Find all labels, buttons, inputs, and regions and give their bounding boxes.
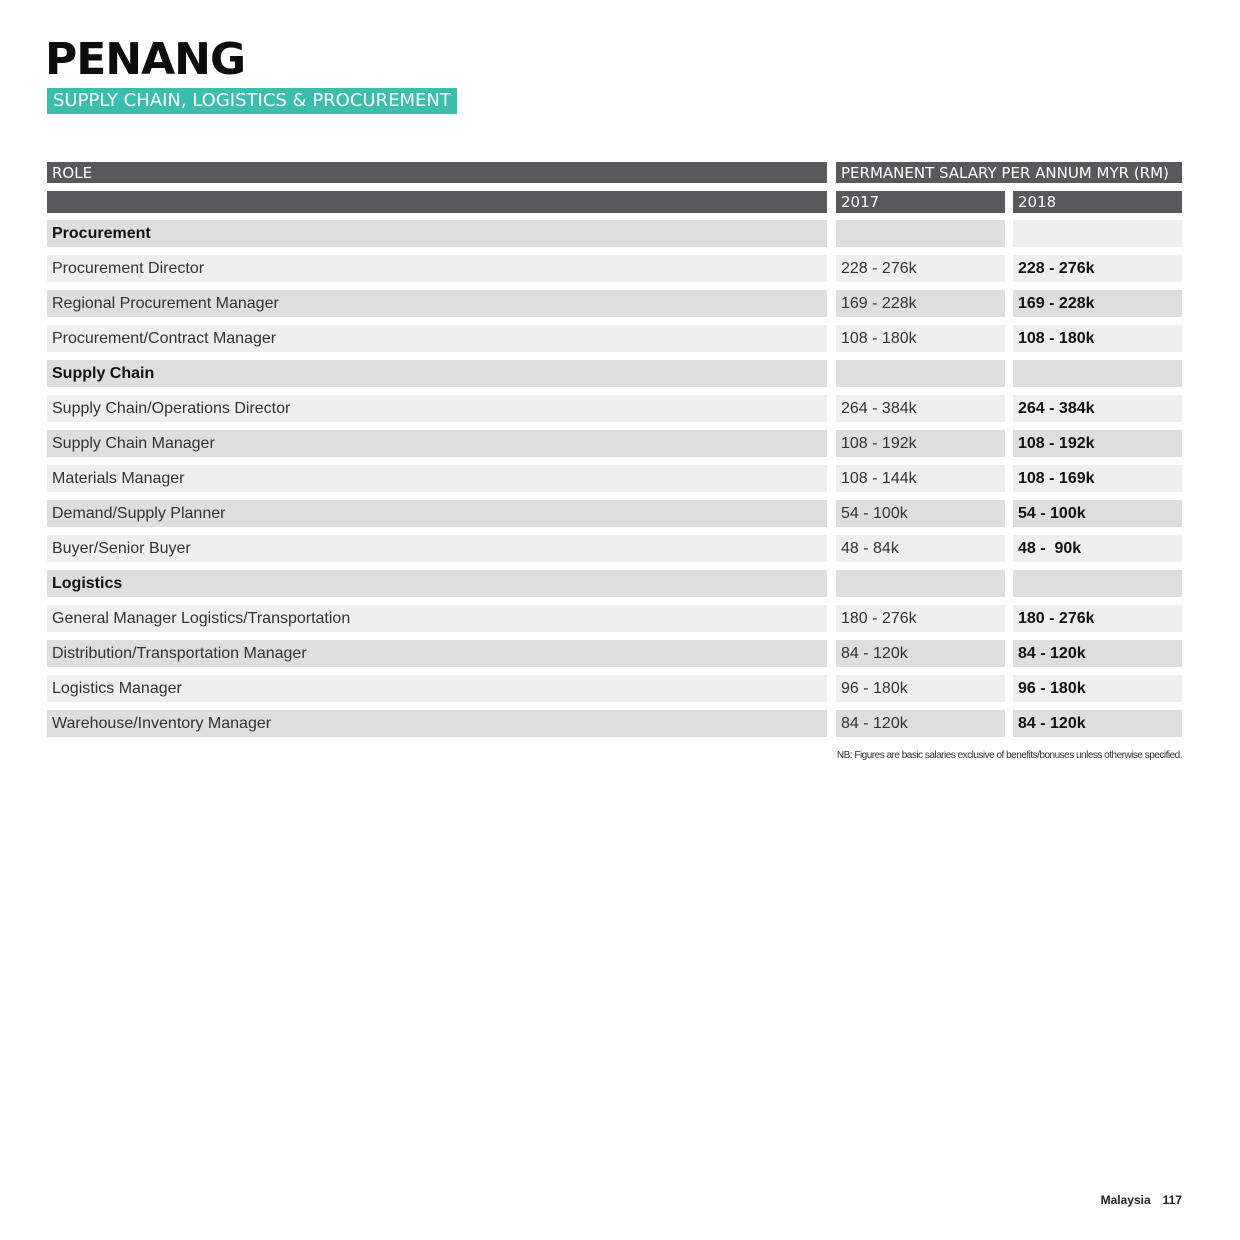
role-name: General Manager Logistics/Transportation — [47, 605, 827, 632]
role-name: Materials Manager — [47, 465, 827, 492]
header-role: ROLE — [47, 162, 827, 183]
role-name: Procurement/Contract Manager — [47, 325, 827, 352]
salary-2017: 108 - 144k — [836, 465, 1005, 492]
table-row — [47, 640, 1182, 667]
table-row — [47, 465, 1182, 492]
header-role-blank — [47, 191, 827, 213]
salary-2018 — [1013, 570, 1182, 597]
header-year-2018: 2018 — [1013, 191, 1182, 213]
salary-2018: 48 - 90k — [1013, 535, 1182, 562]
salary-2017: 84 - 120k — [836, 640, 1005, 667]
page-title: PENANG — [45, 34, 246, 85]
salary-2018: 169 - 228k — [1013, 290, 1182, 317]
category-row-procurement — [47, 220, 1182, 247]
salary-2017: 48 - 84k — [836, 535, 1005, 562]
salary-2017: 264 - 384k — [836, 395, 1005, 422]
category-row-supply-chain — [47, 360, 1182, 387]
salary-2018: 228 - 276k — [1013, 255, 1182, 282]
salary-2018: 108 - 192k — [1013, 430, 1182, 457]
table-year-header-row — [47, 191, 1182, 213]
role-name: Supply Chain Manager — [47, 430, 827, 457]
role-name: Supply Chain/Operations Director — [47, 395, 827, 422]
salary-2017 — [836, 360, 1005, 387]
table-row — [47, 675, 1182, 702]
section-subtitle: SUPPLY CHAIN, LOGISTICS & PROCUREMENT — [47, 88, 457, 114]
footer-country: Malaysia — [1100, 1193, 1151, 1207]
role-name: Distribution/Transportation Manager — [47, 640, 827, 667]
table-row — [47, 290, 1182, 317]
role-name: Regional Procurement Manager — [47, 290, 827, 317]
salary-2018: 180 - 276k — [1013, 605, 1182, 632]
salary-2018: 84 - 120k — [1013, 640, 1182, 667]
footnote: NB: Figures are basic salaries exclusive of benefits/bonuses unless otherwise specified. — [836, 750, 1182, 761]
role-name: Demand/Supply Planner — [47, 500, 827, 527]
table-row — [47, 710, 1182, 737]
salary-2018 — [1013, 220, 1182, 247]
salary-2017: 54 - 100k — [836, 500, 1005, 527]
table-row — [47, 500, 1182, 527]
salary-2018 — [1013, 360, 1182, 387]
table-row — [47, 430, 1182, 457]
salary-2018: 264 - 384k — [1013, 395, 1182, 422]
salary-2017: 96 - 180k — [836, 675, 1005, 702]
salary-2018: 108 - 169k — [1013, 465, 1182, 492]
category-label: Logistics — [47, 570, 827, 597]
salary-2017: 108 - 180k — [836, 325, 1005, 352]
role-name: Logistics Manager — [47, 675, 827, 702]
salary-2018: 96 - 180k — [1013, 675, 1182, 702]
page-footer — [1101, 1193, 1182, 1207]
salary-2017 — [836, 570, 1005, 597]
header-salary: PERMANENT SALARY PER ANNUM MYR (RM) — [836, 162, 1182, 183]
salary-2017: 169 - 228k — [836, 290, 1005, 317]
table-row — [47, 255, 1182, 282]
table-row — [47, 325, 1182, 352]
salary-2017: 180 - 276k — [836, 605, 1005, 632]
role-name: Warehouse/Inventory Manager — [47, 710, 827, 737]
category-row-logistics — [47, 570, 1182, 597]
table-header-row — [47, 162, 1182, 183]
role-name: Procurement Director — [47, 255, 827, 282]
salary-2018: 108 - 180k — [1013, 325, 1182, 352]
salary-2017: 84 - 120k — [836, 710, 1005, 737]
role-name: Buyer/Senior Buyer — [47, 535, 827, 562]
table-row — [47, 535, 1182, 562]
salary-table — [47, 162, 1182, 745]
salary-2018: 84 - 120k — [1013, 710, 1182, 737]
salary-2017 — [836, 220, 1005, 247]
page-number: 117 — [1162, 1193, 1182, 1207]
salary-2018: 54 - 100k — [1013, 500, 1182, 527]
category-label: Supply Chain — [47, 360, 827, 387]
category-label: Procurement — [47, 220, 827, 247]
salary-2017: 228 - 276k — [836, 255, 1005, 282]
table-row — [47, 395, 1182, 422]
salary-2017: 108 - 192k — [836, 430, 1005, 457]
table-row — [47, 605, 1182, 632]
header-year-2017: 2017 — [836, 191, 1005, 213]
